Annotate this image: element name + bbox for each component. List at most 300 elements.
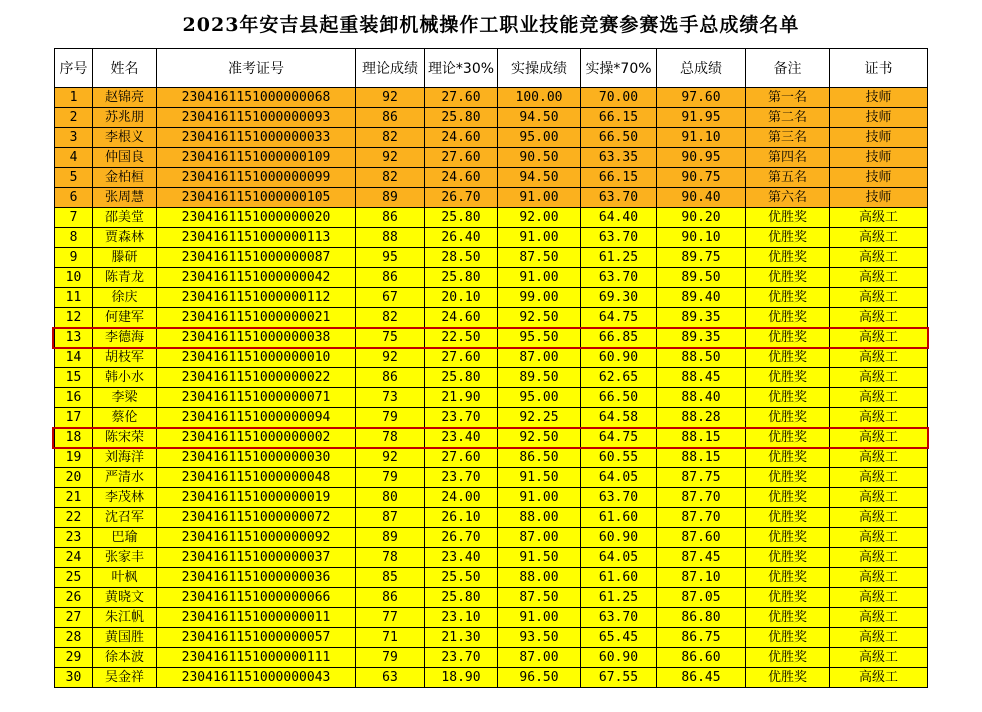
cell-practice70: 64.05 — [581, 468, 657, 488]
cell-remark: 优胜奖 — [746, 528, 830, 548]
cell-practice70: 64.75 — [581, 428, 657, 448]
cell-cert: 高级工 — [830, 288, 928, 308]
cell-practice70: 63.70 — [581, 608, 657, 628]
table-row — [55, 388, 928, 408]
cell-remark: 优胜奖 — [746, 368, 830, 388]
cell-name: 韩小水 — [93, 368, 157, 388]
cell-cert: 高级工 — [830, 628, 928, 648]
cell-remark: 优胜奖 — [746, 308, 830, 328]
cell-ticket: 2304161151000000113 — [157, 228, 356, 248]
cell-practice70: 61.60 — [581, 508, 657, 528]
cell-cert: 高级工 — [830, 448, 928, 468]
cell-ticket: 2304161151000000112 — [157, 288, 356, 308]
cell-seq: 21 — [55, 488, 93, 508]
cell-remark: 第四名 — [746, 148, 830, 168]
cell-name: 张家丰 — [93, 548, 157, 568]
cell-total: 89.40 — [657, 288, 746, 308]
cell-theory30: 26.40 — [425, 228, 498, 248]
cell-remark: 第二名 — [746, 108, 830, 128]
col-header-seq: 序号 — [55, 49, 93, 88]
cell-total: 88.50 — [657, 348, 746, 368]
cell-total: 86.80 — [657, 608, 746, 628]
table-row — [55, 448, 928, 468]
cell-theory30: 25.80 — [425, 208, 498, 228]
cell-practice70: 60.55 — [581, 448, 657, 468]
cell-practice: 95.50 — [498, 328, 581, 348]
cell-seq: 10 — [55, 268, 93, 288]
cell-cert: 技师 — [830, 148, 928, 168]
cell-theory: 79 — [356, 408, 425, 428]
cell-name: 何建军 — [93, 308, 157, 328]
cell-total: 88.28 — [657, 408, 746, 428]
cell-ticket: 2304161151000000030 — [157, 448, 356, 468]
cell-practice: 87.00 — [498, 528, 581, 548]
cell-theory30: 28.50 — [425, 248, 498, 268]
cell-practice: 93.50 — [498, 628, 581, 648]
cell-cert: 技师 — [830, 108, 928, 128]
cell-remark: 优胜奖 — [746, 228, 830, 248]
table-row — [55, 188, 928, 208]
cell-remark: 优胜奖 — [746, 508, 830, 528]
cell-theory: 89 — [356, 528, 425, 548]
cell-name: 金柏桓 — [93, 168, 157, 188]
cell-theory30: 21.30 — [425, 628, 498, 648]
cell-ticket: 2304161151000000109 — [157, 148, 356, 168]
cell-cert: 高级工 — [830, 248, 928, 268]
col-header-theory30: 理论*30% — [425, 49, 498, 88]
cell-cert: 高级工 — [830, 528, 928, 548]
cell-cert: 高级工 — [830, 368, 928, 388]
cell-total: 86.75 — [657, 628, 746, 648]
cell-seq: 26 — [55, 588, 93, 608]
table-row — [55, 128, 928, 148]
cell-remark: 优胜奖 — [746, 288, 830, 308]
cell-total: 97.60 — [657, 88, 746, 108]
col-header-theory: 理论成绩 — [356, 49, 425, 88]
cell-remark: 优胜奖 — [746, 608, 830, 628]
col-header-ticket: 准考证号 — [157, 49, 356, 88]
cell-total: 91.10 — [657, 128, 746, 148]
cell-seq: 2 — [55, 108, 93, 128]
col-header-practice: 实操成绩 — [498, 49, 581, 88]
cell-theory30: 21.90 — [425, 388, 498, 408]
table-row — [55, 308, 928, 328]
cell-theory: 78 — [356, 548, 425, 568]
cell-total: 87.05 — [657, 588, 746, 608]
cell-theory30: 26.70 — [425, 188, 498, 208]
cell-remark: 优胜奖 — [746, 448, 830, 468]
cell-practice70: 66.85 — [581, 328, 657, 348]
cell-theory: 92 — [356, 448, 425, 468]
cell-practice70: 66.50 — [581, 128, 657, 148]
cell-practice70: 70.00 — [581, 88, 657, 108]
cell-practice: 96.50 — [498, 668, 581, 688]
cell-theory30: 25.80 — [425, 588, 498, 608]
cell-name: 贾森林 — [93, 228, 157, 248]
cell-cert: 高级工 — [830, 268, 928, 288]
table-row — [55, 428, 928, 448]
cell-cert: 高级工 — [830, 468, 928, 488]
cell-total: 87.10 — [657, 568, 746, 588]
cell-seq: 14 — [55, 348, 93, 368]
cell-theory30: 20.10 — [425, 288, 498, 308]
cell-theory: 63 — [356, 668, 425, 688]
cell-theory: 79 — [356, 648, 425, 668]
cell-theory30: 27.60 — [425, 348, 498, 368]
table-row — [55, 268, 928, 288]
cell-total: 87.45 — [657, 548, 746, 568]
cell-theory30: 24.60 — [425, 168, 498, 188]
cell-practice: 100.00 — [498, 88, 581, 108]
cell-theory30: 18.90 — [425, 668, 498, 688]
cell-practice: 91.00 — [498, 268, 581, 288]
cell-seq: 13 — [55, 328, 93, 348]
cell-seq: 15 — [55, 368, 93, 388]
cell-remark: 第三名 — [746, 128, 830, 148]
cell-practice: 91.00 — [498, 608, 581, 628]
cell-practice: 92.50 — [498, 428, 581, 448]
cell-remark: 优胜奖 — [746, 348, 830, 368]
cell-seq: 25 — [55, 568, 93, 588]
results-table — [54, 48, 928, 688]
cell-cert: 高级工 — [830, 588, 928, 608]
cell-remark: 优胜奖 — [746, 468, 830, 488]
cell-seq: 11 — [55, 288, 93, 308]
cell-practice: 91.50 — [498, 548, 581, 568]
cell-ticket: 2304161151000000071 — [157, 388, 356, 408]
cell-name: 叶枫 — [93, 568, 157, 588]
cell-seq: 1 — [55, 88, 93, 108]
cell-total: 88.15 — [657, 448, 746, 468]
cell-ticket: 2304161151000000057 — [157, 628, 356, 648]
cell-seq: 8 — [55, 228, 93, 248]
cell-total: 86.60 — [657, 648, 746, 668]
cell-theory: 80 — [356, 488, 425, 508]
cell-practice70: 65.45 — [581, 628, 657, 648]
cell-theory: 73 — [356, 388, 425, 408]
cell-theory: 78 — [356, 428, 425, 448]
col-header-name: 姓名 — [93, 49, 157, 88]
cell-ticket: 2304161151000000022 — [157, 368, 356, 388]
cell-seq: 29 — [55, 648, 93, 668]
cell-remark: 第五名 — [746, 168, 830, 188]
cell-remark: 优胜奖 — [746, 568, 830, 588]
cell-ticket: 2304161151000000087 — [157, 248, 356, 268]
cell-theory30: 23.40 — [425, 428, 498, 448]
cell-theory: 82 — [356, 308, 425, 328]
cell-theory: 71 — [356, 628, 425, 648]
cell-seq: 12 — [55, 308, 93, 328]
cell-practice: 87.50 — [498, 588, 581, 608]
cell-theory30: 23.70 — [425, 468, 498, 488]
cell-ticket: 2304161151000000068 — [157, 88, 356, 108]
cell-name: 李根义 — [93, 128, 157, 148]
cell-name: 胡枝军 — [93, 348, 157, 368]
cell-seq: 9 — [55, 248, 93, 268]
cell-ticket: 2304161151000000099 — [157, 168, 356, 188]
cell-practice70: 64.75 — [581, 308, 657, 328]
cell-theory30: 23.70 — [425, 648, 498, 668]
cell-cert: 技师 — [830, 128, 928, 148]
cell-cert: 高级工 — [830, 668, 928, 688]
cell-seq: 24 — [55, 548, 93, 568]
cell-seq: 5 — [55, 168, 93, 188]
cell-total: 90.75 — [657, 168, 746, 188]
cell-seq: 23 — [55, 528, 93, 548]
cell-theory30: 25.80 — [425, 108, 498, 128]
cell-total: 88.15 — [657, 428, 746, 448]
cell-cert: 技师 — [830, 168, 928, 188]
table-row — [55, 468, 928, 488]
cell-remark: 优胜奖 — [746, 628, 830, 648]
cell-seq: 7 — [55, 208, 93, 228]
cell-ticket: 2304161151000000010 — [157, 348, 356, 368]
cell-practice: 99.00 — [498, 288, 581, 308]
cell-total: 89.75 — [657, 248, 746, 268]
cell-cert: 高级工 — [830, 348, 928, 368]
cell-theory: 82 — [356, 168, 425, 188]
cell-seq: 19 — [55, 448, 93, 468]
table-row — [55, 608, 928, 628]
cell-theory: 92 — [356, 348, 425, 368]
cell-remark: 第一名 — [746, 88, 830, 108]
cell-cert: 高级工 — [830, 408, 928, 428]
cell-practice70: 63.70 — [581, 228, 657, 248]
cell-theory: 82 — [356, 128, 425, 148]
cell-total: 87.70 — [657, 508, 746, 528]
cell-theory30: 24.60 — [425, 128, 498, 148]
cell-seq: 20 — [55, 468, 93, 488]
cell-name: 陈宋荣 — [93, 428, 157, 448]
table-row — [55, 168, 928, 188]
cell-practice70: 61.25 — [581, 248, 657, 268]
cell-total: 91.95 — [657, 108, 746, 128]
cell-cert: 高级工 — [830, 548, 928, 568]
col-header-total: 总成绩 — [657, 49, 746, 88]
cell-name: 张周慧 — [93, 188, 157, 208]
cell-cert: 高级工 — [830, 328, 928, 348]
cell-name: 陈青龙 — [93, 268, 157, 288]
table-row — [55, 208, 928, 228]
table-row — [55, 288, 928, 308]
cell-remark: 优胜奖 — [746, 488, 830, 508]
table-row — [55, 548, 928, 568]
table-row — [55, 148, 928, 168]
cell-ticket: 2304161151000000038 — [157, 328, 356, 348]
cell-theory30: 25.80 — [425, 268, 498, 288]
cell-name: 李梁 — [93, 388, 157, 408]
cell-practice: 91.00 — [498, 488, 581, 508]
cell-seq: 22 — [55, 508, 93, 528]
table-row — [55, 588, 928, 608]
cell-theory30: 25.80 — [425, 368, 498, 388]
cell-practice70: 63.70 — [581, 188, 657, 208]
cell-practice: 86.50 — [498, 448, 581, 468]
cell-total: 90.40 — [657, 188, 746, 208]
cell-theory30: 27.60 — [425, 448, 498, 468]
cell-practice: 95.00 — [498, 128, 581, 148]
cell-seq: 4 — [55, 148, 93, 168]
cell-practice70: 63.70 — [581, 488, 657, 508]
cell-practice70: 69.30 — [581, 288, 657, 308]
cell-theory30: 25.50 — [425, 568, 498, 588]
cell-name: 朱江帆 — [93, 608, 157, 628]
cell-cert: 高级工 — [830, 428, 928, 448]
cell-theory: 85 — [356, 568, 425, 588]
cell-remark: 优胜奖 — [746, 328, 830, 348]
cell-seq: 6 — [55, 188, 93, 208]
cell-theory: 88 — [356, 228, 425, 248]
table-row — [55, 228, 928, 248]
cell-ticket: 2304161151000000093 — [157, 108, 356, 128]
cell-ticket: 2304161151000000002 — [157, 428, 356, 448]
cell-theory30: 27.60 — [425, 148, 498, 168]
table-row — [55, 368, 928, 388]
cell-cert: 高级工 — [830, 608, 928, 628]
cell-ticket: 2304161151000000036 — [157, 568, 356, 588]
cell-practice: 94.50 — [498, 108, 581, 128]
col-header-remark: 备注 — [746, 49, 830, 88]
cell-theory: 75 — [356, 328, 425, 348]
cell-name: 黄晓文 — [93, 588, 157, 608]
cell-total: 90.95 — [657, 148, 746, 168]
cell-remark: 优胜奖 — [746, 208, 830, 228]
cell-ticket: 2304161151000000020 — [157, 208, 356, 228]
cell-remark: 优胜奖 — [746, 408, 830, 428]
cell-total: 87.60 — [657, 528, 746, 548]
cell-practice70: 63.35 — [581, 148, 657, 168]
table-row — [55, 88, 928, 108]
cell-theory30: 22.50 — [425, 328, 498, 348]
cell-ticket: 2304161151000000042 — [157, 268, 356, 288]
cell-theory: 86 — [356, 368, 425, 388]
cell-remark: 优胜奖 — [746, 648, 830, 668]
cell-ticket: 2304161151000000011 — [157, 608, 356, 628]
cell-theory: 79 — [356, 468, 425, 488]
cell-theory: 86 — [356, 208, 425, 228]
table-row — [55, 568, 928, 588]
cell-theory30: 27.60 — [425, 88, 498, 108]
cell-remark: 优胜奖 — [746, 248, 830, 268]
cell-practice70: 61.25 — [581, 588, 657, 608]
table-row — [55, 348, 928, 368]
cell-seq: 18 — [55, 428, 93, 448]
cell-ticket: 2304161151000000033 — [157, 128, 356, 148]
table-body — [55, 88, 928, 688]
cell-name: 巴瑜 — [93, 528, 157, 548]
cell-ticket: 2304161151000000066 — [157, 588, 356, 608]
cell-practice: 87.00 — [498, 648, 581, 668]
table-row — [55, 648, 928, 668]
cell-name: 徐本波 — [93, 648, 157, 668]
cell-theory: 86 — [356, 268, 425, 288]
cell-name: 仲国良 — [93, 148, 157, 168]
cell-ticket: 2304161151000000021 — [157, 308, 356, 328]
cell-total: 87.75 — [657, 468, 746, 488]
cell-seq: 17 — [55, 408, 93, 428]
cell-remark: 优胜奖 — [746, 548, 830, 568]
page-title: 2023年安吉县起重装卸机械操作工职业技能竞赛参赛选手总成绩名单 — [182, 14, 800, 36]
cell-theory: 89 — [356, 188, 425, 208]
cell-practice70: 64.05 — [581, 548, 657, 568]
cell-theory: 77 — [356, 608, 425, 628]
cell-seq: 30 — [55, 668, 93, 688]
cell-total: 86.45 — [657, 668, 746, 688]
cell-remark: 优胜奖 — [746, 588, 830, 608]
cell-ticket: 2304161151000000019 — [157, 488, 356, 508]
cell-theory: 86 — [356, 588, 425, 608]
cell-seq: 28 — [55, 628, 93, 648]
cell-total: 89.50 — [657, 268, 746, 288]
cell-practice: 87.00 — [498, 348, 581, 368]
cell-theory30: 26.70 — [425, 528, 498, 548]
cell-total: 89.35 — [657, 308, 746, 328]
cell-practice: 95.00 — [498, 388, 581, 408]
cell-seq: 27 — [55, 608, 93, 628]
table-row — [55, 248, 928, 268]
cell-total: 90.20 — [657, 208, 746, 228]
cell-total: 87.70 — [657, 488, 746, 508]
cell-theory: 92 — [356, 148, 425, 168]
cell-theory30: 23.10 — [425, 608, 498, 628]
cell-total: 88.45 — [657, 368, 746, 388]
cell-theory30: 24.60 — [425, 308, 498, 328]
cell-theory30: 23.70 — [425, 408, 498, 428]
cell-name: 沈召军 — [93, 508, 157, 528]
cell-practice70: 61.60 — [581, 568, 657, 588]
cell-practice: 89.50 — [498, 368, 581, 388]
cell-cert: 高级工 — [830, 308, 928, 328]
cell-practice: 91.00 — [498, 188, 581, 208]
cell-practice70: 66.15 — [581, 168, 657, 188]
cell-cert: 高级工 — [830, 228, 928, 248]
cell-name: 吴金祥 — [93, 668, 157, 688]
cell-name: 严清水 — [93, 468, 157, 488]
cell-name: 李德海 — [93, 328, 157, 348]
cell-name: 蔡伦 — [93, 408, 157, 428]
cell-practice: 92.50 — [498, 308, 581, 328]
cell-name: 刘海洋 — [93, 448, 157, 468]
cell-cert: 技师 — [830, 188, 928, 208]
table-row — [55, 328, 928, 348]
cell-remark: 优胜奖 — [746, 388, 830, 408]
cell-practice: 91.00 — [498, 228, 581, 248]
cell-practice: 90.50 — [498, 148, 581, 168]
cell-practice: 92.00 — [498, 208, 581, 228]
cell-theory: 87 — [356, 508, 425, 528]
cell-ticket: 2304161151000000043 — [157, 668, 356, 688]
table-row — [55, 528, 928, 548]
cell-theory: 95 — [356, 248, 425, 268]
cell-name: 邵美堂 — [93, 208, 157, 228]
cell-remark: 优胜奖 — [746, 668, 830, 688]
cell-ticket: 2304161151000000072 — [157, 508, 356, 528]
cell-name: 赵锦亮 — [93, 88, 157, 108]
table-row — [55, 628, 928, 648]
cell-theory30: 24.00 — [425, 488, 498, 508]
cell-practice70: 67.55 — [581, 668, 657, 688]
cell-practice70: 60.90 — [581, 648, 657, 668]
col-header-cert: 证书 — [830, 49, 928, 88]
cell-name: 滕研 — [93, 248, 157, 268]
table-row — [55, 508, 928, 528]
table-row — [55, 668, 928, 688]
cell-name: 黄国胜 — [93, 628, 157, 648]
table-header — [55, 49, 928, 88]
table-row — [55, 408, 928, 428]
cell-cert: 高级工 — [830, 648, 928, 668]
cell-remark: 第六名 — [746, 188, 830, 208]
